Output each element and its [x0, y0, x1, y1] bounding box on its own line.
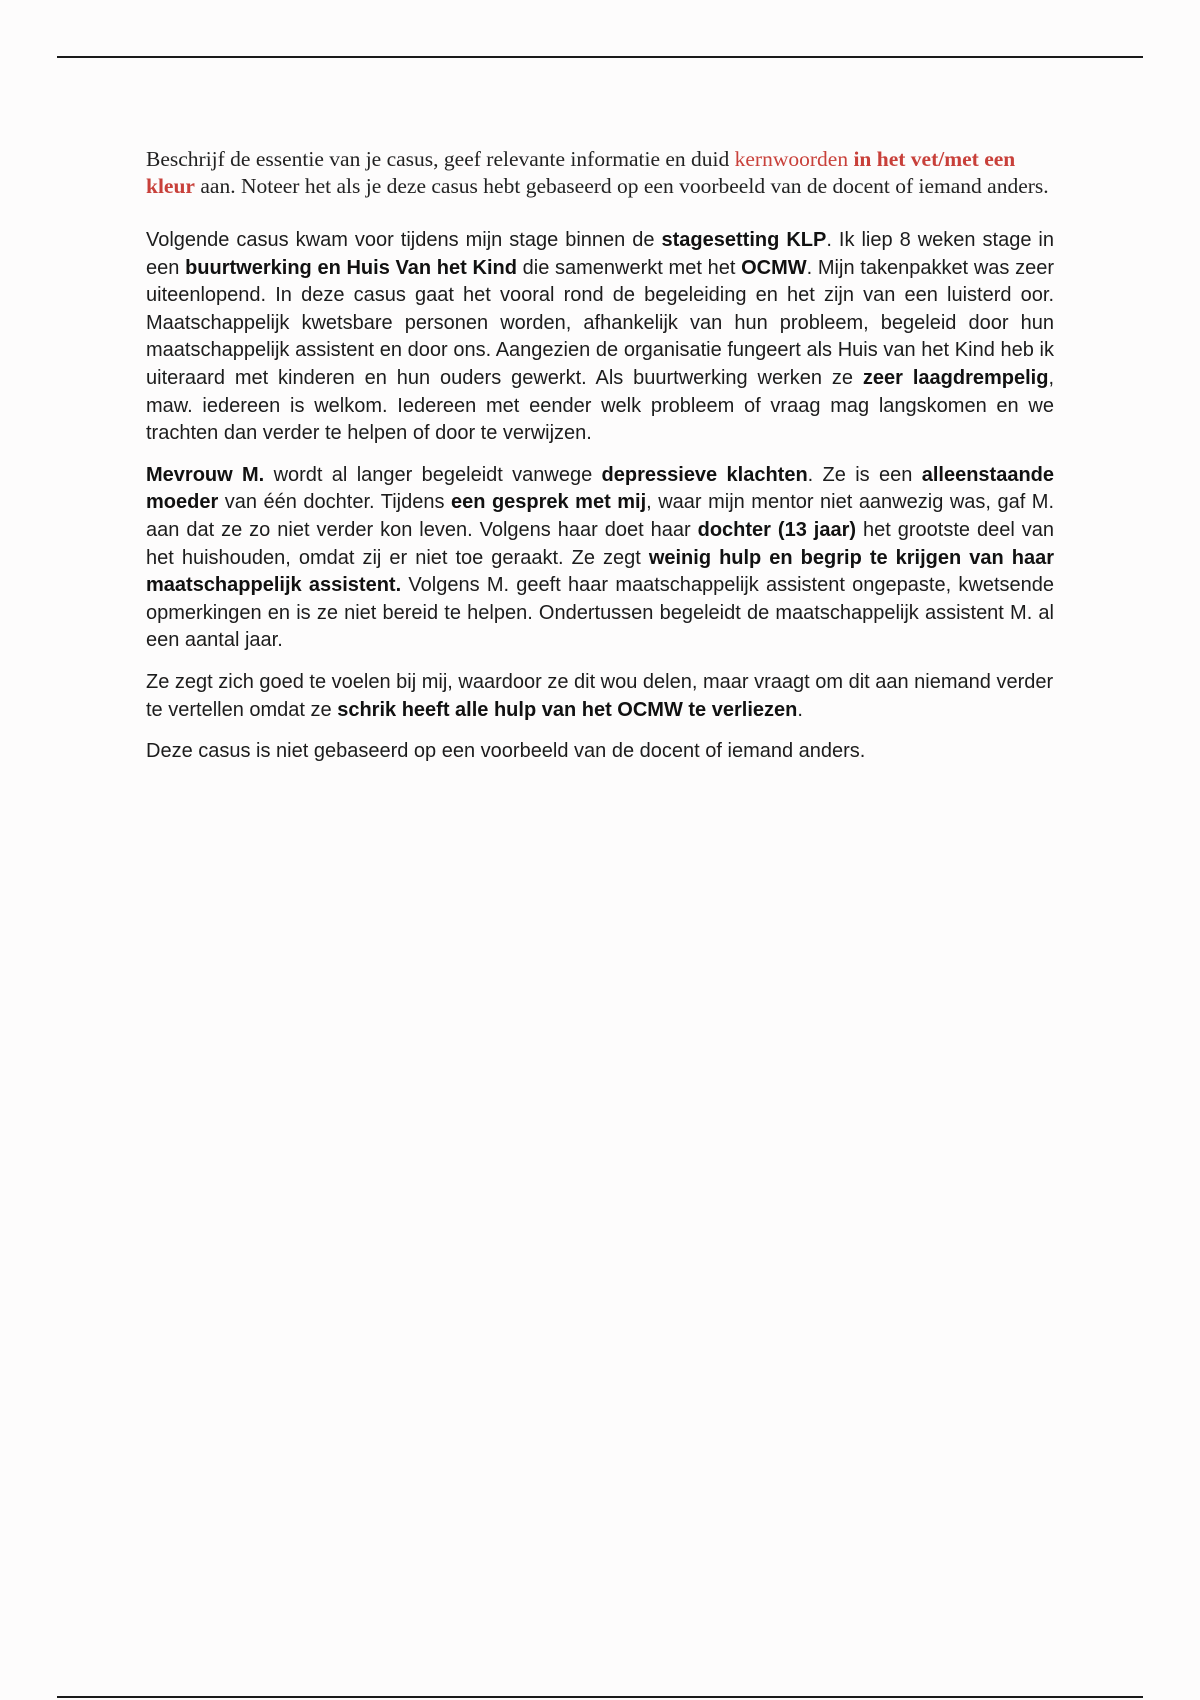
keyword-bold: Mevrouw M.	[146, 463, 265, 486]
keyword-bold-colored: in het vet/met een kleur	[146, 147, 1016, 198]
casus-paragraph-4: Deze casus is niet gebaseerd op een voorbeeld van de docent of iemand anders.	[146, 740, 866, 763]
document-body	[146, 146, 1054, 780]
instruction-text-part: Beschrijf de essentie van je casus, geef relevante informatie en duid	[146, 147, 735, 171]
keyword-bold: dochter (13 jaar)	[697, 518, 857, 541]
keyword-bold: schrik heeft alle hulp van het OCMW te verliezen	[337, 698, 798, 721]
keyword-bold: depressieve klachten	[601, 463, 808, 486]
keyword-bold: weinig hulp en begrip te krijgen van haar maatschappelijk assistent.	[146, 546, 1054, 597]
casus-paragraph-3: Ze zegt zich goed te voelen bij mij, waardoor ze dit wou delen, maar vraagt om dit aan niemand verder te vertellen omdat ze schrik heeft alle hulp van het OCMW te verliezen.	[146, 670, 1054, 721]
keyword-colored: kernwoorden	[734, 147, 849, 171]
keyword-bold: OCMW	[741, 256, 807, 279]
casus-paragraph-2: Mevrouw M. wordt al langer begeleidt vanwege depressieve klachten. Ze is een alleenstaande moeder van één dochter. Tijdens een gesprek met mij, waar mijn mentor niet aanwezig was, gaf M. aan dat ze zo niet verder kon leven. Volgens haar doet haar dochter (13 jaar) het grootste deel van het huishouden, omdat zij er niet toe geraakt. Ze zegt weinig hulp en begrip te krijgen van haar maatschappelijk assistent. Volgens M. geeft haar maatschappelijk assistent ongepaste, kwetsende opmerkingen en is ze niet bereid te helpen. Ondertussen begeleidt de maatschappelijk assistent M. al een aantal jaar.	[146, 463, 1055, 652]
keyword-bold: een gesprek met mij	[450, 491, 647, 514]
header-rule	[57, 56, 1143, 58]
footer-rule	[57, 1696, 1143, 1698]
keyword-bold: alleenstaande moeder	[146, 463, 1055, 514]
instruction-text	[146, 146, 1054, 200]
keyword-bold: zeer laagdrempelig	[862, 366, 1049, 389]
casus-paragraph-1: Volgende casus kwam voor tijdens mijn stage binnen de stagesetting KLP. Ik liep 8 weken stage in een buurtwerking en Huis Van het Kind die samenwerkt met het OCMW. Mijn takenpakket was zeer uiteenlopend. In deze casus gaat het vooral rond de begeleiding en het zijn van een luisterd oor. Maatschappelijk kwetsbare personen worden, afhankelijk van hun probleem, begeleid door hun maatschappelijk assistent en door ons. Aangezien de organisatie fungeert als Huis van het Kind heb ik uiteraard met kinderen en hun ouders gewerkt. Als buurtwerking werken ze zeer laagdrempelig, maw. iedereen is welkom. Iedereen met eender welk probleem of vraag mag langskomen en we trachten dan verder te helpen of door te verwijzen.	[146, 229, 1055, 445]
instruction-text-part: aan. Noteer het als je deze casus hebt gebaseerd op een voorbeeld van de docent of iemand anders.	[194, 174, 1049, 198]
keyword-bold: buurtwerking en Huis Van het Kind	[185, 256, 517, 279]
keyword-bold: stagesetting KLP	[661, 229, 827, 251]
